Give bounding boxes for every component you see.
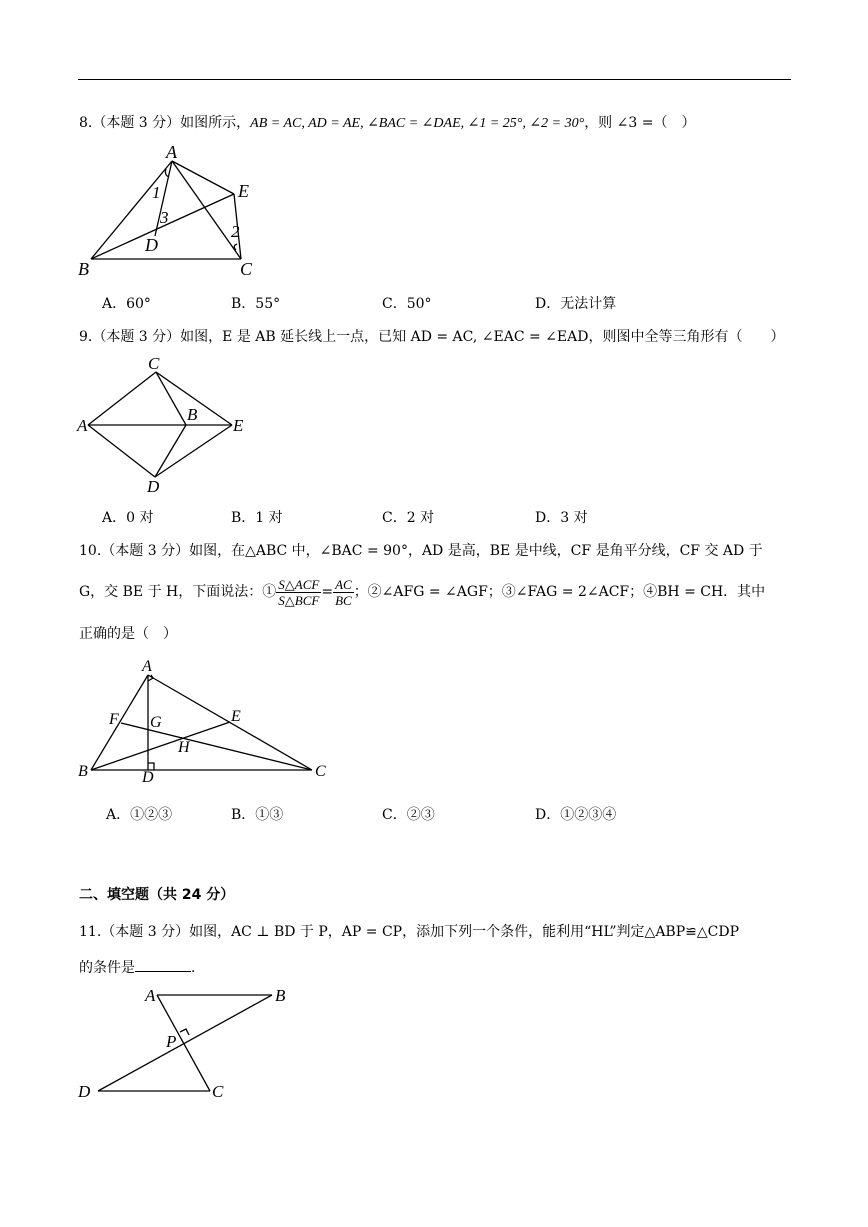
question-10-line-2: G，交 BE 于 H，下面说法：① $\frac{\text{S△ACF}}{\text{S△BCF}}$ = $\frac{AC}{BC}$ ；②∠AFG = ∠AGF；③∠FAG = 2∠ACF；④BH = CH．其中	[79, 576, 766, 608]
svg-text:A: A	[166, 142, 177, 162]
q8-option-b: B．55°	[231, 296, 281, 312]
svg-text:D: D	[142, 769, 154, 786]
svg-text:P: P	[166, 1032, 177, 1051]
svg-text:C: C	[240, 259, 253, 279]
q10-option-c: C．②③	[382, 807, 435, 823]
q9-option-c: C．2 对	[382, 510, 435, 526]
fraction-area-ratio: $\frac{\text{S△ACF}}{\text{S△BCF}}$	[278, 576, 320, 608]
section-fill-in-heading: 二、填空题（共 24 分）	[79, 887, 235, 903]
q8-option-a: A．60°	[102, 296, 151, 312]
question-8-text: 8.（本题 3 分）如图所示，AB = AC, AD = AE, ∠BAC = ∠DAE, ∠1 = 25°, ∠2 = 30°，则 ∠3 =（ ）	[79, 115, 696, 131]
question-11-line-1: 11.（本题 3 分）如图，AC ⊥ BD 于 P，AP = CP，添加下列一个条件，能利用“HL”判定△ABP≌△CDP	[79, 924, 739, 940]
svg-text:E: E	[233, 416, 244, 435]
svg-text:C: C	[148, 354, 160, 373]
svg-text:D: D	[145, 235, 158, 255]
svg-text:B: B	[187, 405, 198, 424]
question-9-text: 9.（本题 3 分）如图，E 是 AB 延长线上一点，已知 AD = AC, ∠EAC = ∠EAD，则图中全等三角形有（ ）	[79, 329, 785, 345]
header-rule	[78, 79, 791, 80]
svg-text:B: B	[275, 986, 286, 1005]
svg-text:B: B	[78, 259, 89, 279]
q9-option-d: D．3 对	[535, 510, 588, 526]
question-9-figure	[74, 352, 254, 497]
svg-text:H: H	[178, 739, 190, 756]
svg-text:F: F	[109, 711, 119, 728]
svg-text:1: 1	[152, 183, 161, 202]
question-11-figure	[74, 980, 304, 1105]
question-10-line-3: 正确的是（ ）	[79, 626, 177, 642]
svg-text:3: 3	[160, 208, 169, 227]
q8-option-d: D．无法计算	[535, 296, 617, 312]
question-8-figure	[74, 140, 274, 280]
answer-blank[interactable]	[135, 959, 191, 972]
svg-text:D: D	[147, 477, 160, 496]
q10-option-a: A．①②③	[106, 807, 173, 823]
q10-option-b: B．①③	[231, 807, 284, 823]
q9-option-a: A．0 对	[102, 510, 154, 526]
question-10-figure	[74, 655, 336, 787]
svg-text:E: E	[231, 708, 241, 725]
svg-text:A: A	[77, 416, 88, 435]
svg-text:D: D	[78, 1082, 91, 1101]
svg-text:C: C	[315, 763, 326, 780]
fraction-side-ratio: $\frac{AC}{BC}$	[335, 576, 352, 608]
q8-option-c: C．50°	[382, 296, 432, 312]
q10-option-d: D．①②③④	[535, 807, 617, 823]
question-10-line-1: 10.（本题 3 分）如图，在△ABC 中，∠BAC = 90°，AD 是高，BE 是中线，CF 是角平分线，CF 交 AD 于	[79, 543, 763, 559]
svg-text:C: C	[212, 1082, 224, 1101]
svg-text:A: A	[142, 658, 152, 675]
svg-text:B: B	[78, 763, 88, 780]
svg-text:A: A	[145, 986, 156, 1005]
question-11-line-2: 的条件是 .	[79, 960, 196, 976]
svg-text:G: G	[150, 714, 162, 731]
svg-text:E: E	[238, 181, 249, 201]
svg-text:2: 2	[231, 222, 240, 241]
q9-option-b: B．1 对	[231, 510, 283, 526]
